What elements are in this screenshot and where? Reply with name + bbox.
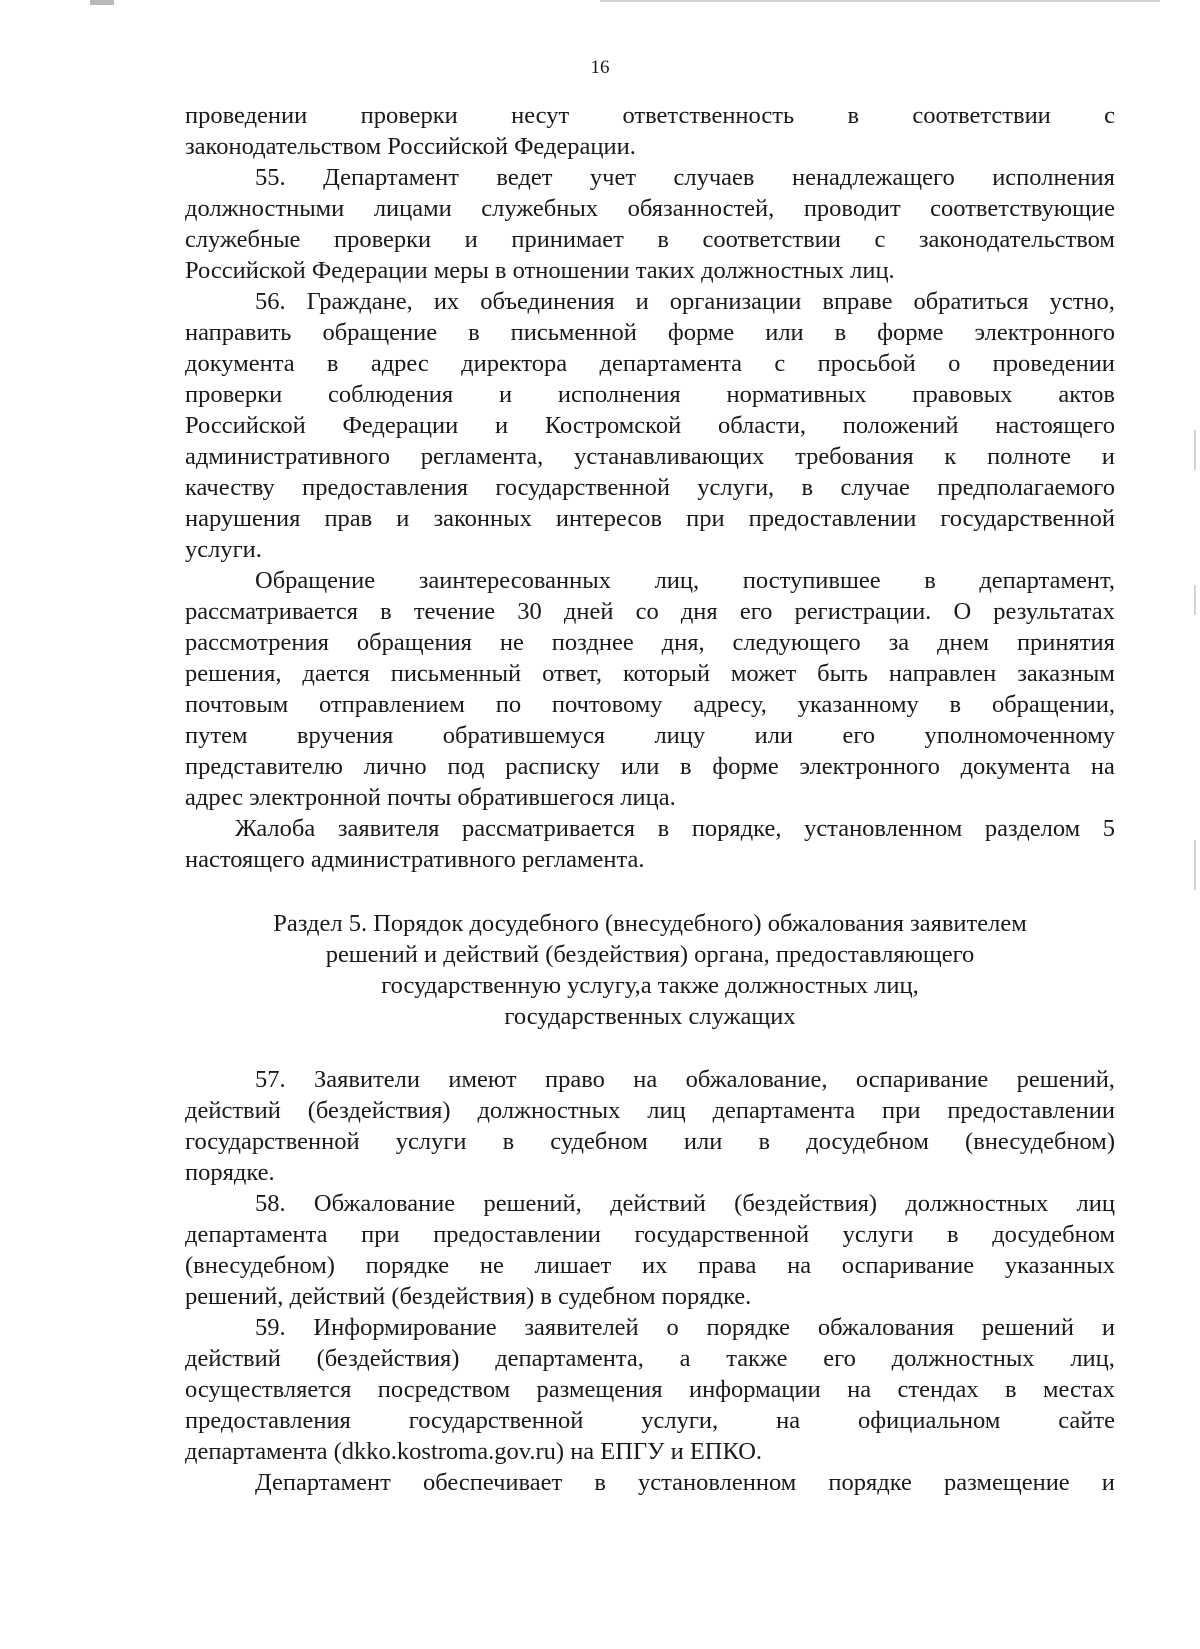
word: случае	[840, 474, 910, 501]
word: его	[739, 598, 773, 625]
word: в	[657, 226, 669, 253]
word: днем	[937, 629, 990, 656]
word: обеспечивает	[422, 1469, 563, 1496]
word: Российской	[185, 412, 306, 439]
word: в	[924, 567, 936, 594]
word: оспаривание	[855, 1066, 989, 1093]
word: дня,	[661, 629, 705, 656]
word: направлен	[888, 660, 997, 687]
word: его	[842, 722, 876, 749]
scan-artifact-right-edge	[1194, 430, 1196, 470]
text-line	[185, 751, 1115, 782]
text-line	[185, 627, 1115, 658]
word: положений	[842, 412, 959, 439]
word: установленном	[804, 815, 963, 842]
word: размещение	[944, 1469, 1070, 1496]
word: установленном	[638, 1469, 797, 1496]
word: законодательством	[918, 226, 1115, 253]
word: О	[953, 598, 972, 625]
word: не	[479, 1252, 504, 1279]
text-line	[185, 379, 1115, 410]
word: предоставления	[302, 474, 468, 501]
word: их	[433, 288, 460, 315]
word: соблюдения	[328, 381, 454, 408]
section-heading-line: решений и действий (бездействия) органа, предоставляющего	[325, 941, 975, 968]
word: рассматривается	[185, 598, 358, 625]
text-line	[185, 813, 1115, 844]
word: несут	[511, 102, 570, 129]
word: на	[1090, 753, 1115, 780]
word: проводит	[803, 195, 901, 222]
text-line	[185, 1405, 1115, 1436]
word: представителю	[185, 753, 343, 780]
word: ответ,	[542, 660, 603, 687]
word: Департамент	[255, 1469, 391, 1496]
text-line: адрес электронной почты обратившегося лица.	[185, 784, 676, 811]
word: проверки	[185, 381, 283, 408]
word: действий	[185, 1345, 281, 1372]
word: Граждане,	[306, 288, 413, 315]
word: электронного	[974, 319, 1115, 346]
word: нормативных	[726, 381, 867, 408]
word: Информирование	[313, 1314, 497, 1341]
word: форме	[667, 319, 735, 346]
text-line	[185, 503, 1115, 534]
text-line: услуги.	[185, 536, 262, 563]
word: письменной	[510, 319, 637, 346]
text-line	[185, 193, 1115, 224]
word: заказным	[1017, 660, 1115, 687]
word: принятия	[1016, 629, 1115, 656]
word: услуги,	[641, 1407, 719, 1434]
word: требования	[795, 443, 914, 470]
word: размещения	[536, 1376, 663, 1403]
word: настоящего	[995, 412, 1115, 439]
word: и	[464, 226, 478, 253]
word: порядке	[706, 1314, 791, 1341]
word: устно,	[1049, 288, 1115, 315]
word: стендах	[897, 1376, 979, 1403]
word: просьбой	[817, 350, 916, 377]
word: должностных	[891, 1345, 1035, 1372]
word: директора	[461, 350, 568, 377]
word: (внесудебном)	[185, 1252, 335, 1279]
word: по	[495, 691, 522, 718]
section-heading-line: Раздел 5. Порядок досудебного (внесудебного) обжалования заявителем	[273, 910, 1027, 937]
word: департамент,	[979, 567, 1115, 594]
word: должностных	[905, 1190, 1049, 1217]
word: регламента,	[420, 443, 544, 470]
section-heading-line: государственных служащих	[504, 1003, 796, 1030]
word: лиц	[647, 1097, 686, 1124]
word: результатах	[993, 598, 1115, 625]
word: в	[468, 319, 480, 346]
word: письменный	[390, 660, 522, 687]
scan-artifact-top-edge	[600, 0, 1160, 2]
word: проведении	[992, 350, 1115, 377]
word: обратившемуся	[442, 722, 605, 749]
text-line	[185, 720, 1115, 751]
word: нарушения	[185, 505, 301, 532]
text-line	[185, 689, 1115, 720]
word: в	[594, 1469, 606, 1496]
word: решения,	[185, 660, 282, 687]
word: рассмотрения	[185, 629, 329, 656]
text-line	[185, 286, 1115, 317]
word: в	[834, 319, 847, 346]
word: ответственность	[622, 102, 795, 129]
page-number: 16	[590, 57, 610, 78]
word: служебных	[481, 195, 599, 222]
word: правовых	[912, 381, 1013, 408]
word: лиц,	[654, 567, 700, 594]
word: в	[947, 1221, 959, 1248]
word: государственной	[495, 474, 670, 501]
text-line	[185, 162, 1115, 193]
word: проверки	[360, 102, 458, 129]
word: заявителя	[337, 815, 440, 842]
word: оспаривание	[841, 1252, 975, 1279]
word: Заявители	[314, 1066, 421, 1093]
word: и	[635, 288, 649, 315]
word: предоставления	[185, 1407, 351, 1434]
word: позднее	[551, 629, 634, 656]
word: в	[680, 753, 692, 780]
word: в	[657, 815, 670, 842]
word: прав	[324, 505, 373, 532]
word: на	[776, 1407, 801, 1434]
word: обращение	[322, 319, 438, 346]
word: Костромской	[544, 412, 682, 439]
text-line	[185, 441, 1115, 472]
word: в	[949, 691, 962, 718]
word: дается	[302, 660, 370, 687]
text-line	[185, 224, 1115, 255]
word: Обжалование	[313, 1190, 456, 1217]
word: обращении,	[991, 691, 1115, 718]
word: или	[754, 722, 794, 749]
word: и	[1101, 1314, 1115, 1341]
word: обжалование,	[685, 1066, 828, 1093]
section-heading	[185, 908, 1115, 1032]
text-line: Российской Федерации меры в отношении таких должностных лиц.	[185, 257, 895, 284]
word: расписку	[505, 753, 601, 780]
word: направить	[185, 319, 292, 346]
word: информации	[688, 1376, 821, 1403]
word: дней	[563, 598, 614, 625]
word: качеству	[185, 474, 275, 501]
word: дня	[680, 598, 718, 625]
word: департамента,	[495, 1345, 644, 1372]
word: полноте	[987, 443, 1071, 470]
text-line	[185, 1095, 1115, 1126]
word: обязанностей,	[627, 195, 775, 222]
text-line	[185, 348, 1115, 379]
text-line	[185, 1219, 1115, 1250]
word: при	[361, 1221, 400, 1248]
word: поступившее	[742, 567, 881, 594]
word: его	[823, 1345, 856, 1372]
word: в	[326, 350, 339, 377]
word: и	[495, 412, 509, 439]
word: указанных	[1004, 1252, 1115, 1279]
word: государственной	[185, 1128, 360, 1155]
word: служебные	[185, 226, 301, 253]
text-line	[185, 472, 1115, 503]
word: предоставлении	[748, 505, 917, 532]
word: и	[396, 505, 410, 532]
word: 57.	[255, 1066, 286, 1093]
word: должностными	[185, 195, 345, 222]
word: форме	[877, 319, 944, 346]
word: на	[787, 1252, 812, 1279]
word: области,	[717, 412, 806, 439]
word: регистрации.	[794, 598, 932, 625]
text-line	[185, 1188, 1115, 1219]
word: исполнения	[557, 381, 681, 408]
word: течение	[413, 598, 496, 625]
word: почтовым	[185, 691, 289, 718]
word: Федерации	[342, 412, 459, 439]
word: или	[683, 1128, 723, 1155]
word: административного	[185, 443, 390, 470]
word: в	[847, 102, 860, 129]
word: и	[1101, 1469, 1115, 1496]
word: или	[620, 753, 660, 780]
word: обращения	[356, 629, 472, 656]
word: ведет	[496, 164, 553, 191]
word: в	[801, 474, 814, 501]
text-line: решений, действий (бездействия) в судебном порядке.	[185, 1283, 752, 1310]
word: принимает	[511, 226, 624, 253]
word: может	[730, 660, 797, 687]
word: форме	[712, 753, 779, 780]
word: 55.	[255, 164, 286, 191]
word: соответствующие	[930, 195, 1115, 222]
word: не	[499, 629, 524, 656]
word: случаев	[673, 164, 755, 191]
text-line	[185, 1250, 1115, 1281]
word: и	[498, 381, 513, 408]
word: 56.	[255, 288, 286, 315]
word: адрес	[370, 350, 429, 377]
word: официальном	[857, 1407, 1001, 1434]
word: государственной	[408, 1407, 584, 1434]
word: устанавливающих	[574, 443, 765, 470]
text-line	[185, 410, 1115, 441]
word: Департамент	[323, 164, 459, 191]
word: лицу	[654, 722, 706, 749]
word: решений	[981, 1314, 1075, 1341]
word: о	[666, 1314, 679, 1341]
word: вручения	[296, 722, 394, 749]
word: указанному	[797, 691, 919, 718]
word: порядке	[365, 1252, 450, 1279]
word: услуги,	[697, 474, 775, 501]
word: или	[765, 319, 804, 346]
word: быть	[817, 660, 868, 687]
word: а	[679, 1345, 691, 1372]
scan-artifact-top-left	[90, 0, 114, 5]
scan-artifact-right-edge	[1194, 840, 1196, 890]
word: о	[948, 350, 961, 377]
word: действий	[185, 1097, 281, 1124]
word: на	[847, 1376, 872, 1403]
word: документа	[960, 753, 1071, 780]
word: рассматривается	[462, 815, 636, 842]
word: в	[758, 1128, 771, 1155]
word: лишает	[534, 1252, 612, 1279]
word: (бездействия)	[316, 1345, 460, 1372]
word: с	[774, 350, 786, 377]
word: услуги	[842, 1221, 914, 1248]
word: под	[447, 753, 485, 780]
word: при	[881, 1097, 921, 1124]
word: лиц	[1076, 1190, 1115, 1217]
word: судебном	[550, 1128, 648, 1155]
word: местах	[1042, 1376, 1115, 1403]
word: предполагаемого	[937, 474, 1115, 501]
word: в	[1005, 1376, 1017, 1403]
word: 30	[517, 598, 542, 625]
word: имеют	[448, 1066, 517, 1093]
word: права	[698, 1252, 757, 1279]
body-text-top	[185, 100, 1115, 875]
word: (внесудебном)	[965, 1128, 1115, 1155]
word: департамента	[599, 350, 743, 377]
word: предоставлении	[433, 1221, 601, 1248]
word: сайте	[1058, 1407, 1115, 1434]
word: за	[888, 629, 910, 656]
word: (бездействия)	[307, 1097, 451, 1124]
word: почтовому	[551, 691, 663, 718]
word: соответствии	[702, 226, 841, 253]
word: (бездействия)	[734, 1190, 878, 1217]
word: заинтересованных	[418, 567, 611, 594]
text-line	[185, 317, 1115, 348]
word: организации	[669, 288, 802, 315]
word: при	[686, 505, 725, 532]
word: и	[1101, 443, 1115, 470]
word: к	[944, 443, 957, 470]
word: осуществляется	[185, 1376, 352, 1403]
word: документа	[185, 350, 295, 377]
word: решений,	[483, 1190, 582, 1217]
word: который	[622, 660, 710, 687]
word: обжалования	[817, 1314, 955, 1341]
word: 58.	[255, 1190, 286, 1217]
body-text-bottom	[185, 1064, 1115, 1498]
word: порядке	[828, 1469, 912, 1496]
word: департамента	[712, 1097, 856, 1124]
word: обратиться	[913, 288, 1029, 315]
text-line	[185, 1312, 1115, 1343]
word: разделом	[984, 815, 1081, 842]
word: актов	[1058, 381, 1115, 408]
word: электронного	[799, 753, 940, 780]
word: 5	[1102, 815, 1115, 842]
section-heading-line: государственную услугу,а также должностных лиц,	[381, 972, 919, 999]
word: решений,	[1016, 1066, 1115, 1093]
word: учет	[589, 164, 637, 191]
text-line	[185, 1126, 1115, 1157]
word: вправе	[822, 288, 893, 315]
word: на	[633, 1066, 658, 1093]
word: также	[726, 1345, 788, 1372]
word: адресу,	[693, 691, 767, 718]
word: законных	[433, 505, 532, 532]
text-line: департамента (dkko.kostroma.gov.ru) на ЕПГУ и ЕПКО.	[185, 1438, 763, 1465]
word: исполнения	[992, 164, 1115, 191]
text-line	[185, 596, 1115, 627]
word: услуги	[395, 1128, 467, 1155]
word: с	[1104, 102, 1115, 129]
word: их	[641, 1252, 668, 1279]
scan-artifact-right-edge	[1194, 585, 1196, 615]
word: следующего	[732, 629, 861, 656]
word: отправлением	[319, 691, 465, 718]
word: уполномоченному	[924, 722, 1115, 749]
word: Жалоба	[235, 815, 316, 842]
text-line	[185, 1064, 1115, 1095]
text-line	[185, 100, 1115, 131]
text-line	[185, 1467, 1115, 1498]
text-line: законодательством Российской Федерации.	[185, 133, 636, 160]
word: проверки	[333, 226, 432, 253]
word: посредством	[377, 1376, 511, 1403]
word: государственной	[634, 1221, 810, 1248]
word: право	[544, 1066, 605, 1093]
word: действий	[610, 1190, 706, 1217]
word: объединения	[480, 288, 615, 315]
word: должностных	[477, 1097, 621, 1124]
word: порядке,	[691, 815, 782, 842]
word: Обращение	[255, 567, 376, 594]
word: проведении	[185, 102, 308, 129]
word: соответствии	[912, 102, 1051, 129]
word: департамента	[185, 1221, 328, 1248]
text-line: порядке.	[185, 1159, 275, 1186]
word: с	[874, 226, 886, 253]
word: в	[502, 1128, 515, 1155]
word: интересов	[555, 505, 663, 532]
word: путем	[185, 722, 248, 749]
word: ненадлежащего	[791, 164, 955, 191]
word: лично	[363, 753, 427, 780]
text-line	[185, 1343, 1115, 1374]
word: заявителей	[524, 1314, 639, 1341]
word: досудебном	[992, 1221, 1115, 1248]
text-line: настоящего административного регламента.	[185, 846, 645, 873]
word: 59.	[255, 1314, 286, 1341]
word: досудебном	[806, 1128, 929, 1155]
word: со	[635, 598, 659, 625]
word: лиц,	[1070, 1345, 1115, 1372]
text-line	[185, 658, 1115, 689]
word: предоставлении	[947, 1097, 1115, 1124]
text-line	[185, 1374, 1115, 1405]
text-line	[185, 565, 1115, 596]
word: лицами	[373, 195, 452, 222]
word: государственной	[940, 505, 1115, 532]
word: в	[380, 598, 392, 625]
